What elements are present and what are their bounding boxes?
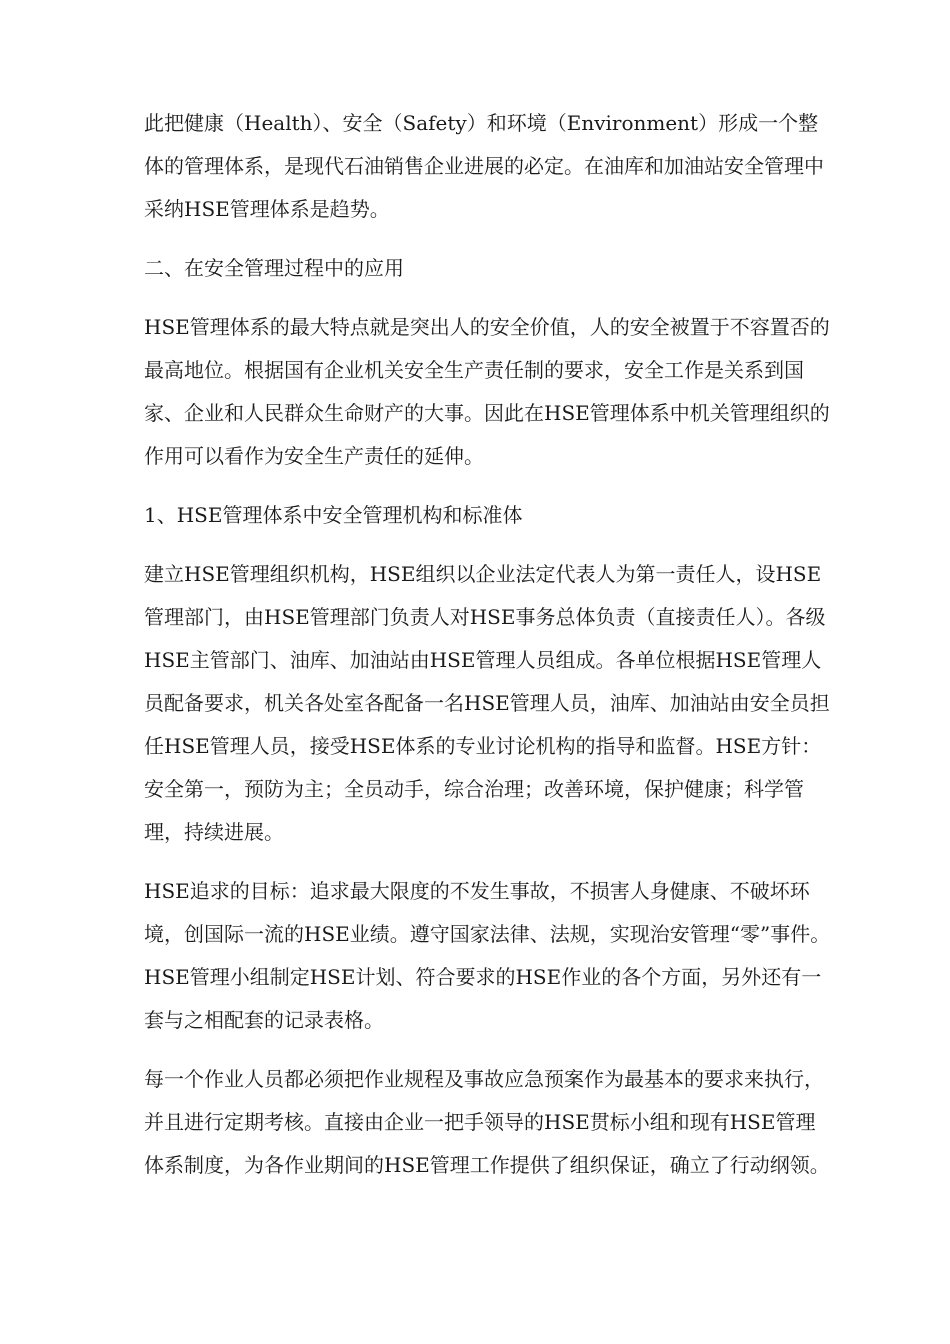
hse-feature-paragraph: HSE管理体系的最大特点就是突出人的安全价值，人的安全被置于不容置否的最高地位。根据国有企业机关安全生产责任制的要求，安全工作是关系到国家、企业和人民群众生命财产的大事。因此在HSE管理体系中机关管理组织的作用可以看作为安全生产责任的延伸。 [144,315,830,468]
execution-paragraph: 每一个作业人员都必须把作业规程及事故应急预案作为最基本的要求来执行，并且进行定期考核。直接由企业一把手领导的HSE贯标小组和现有HSE管理体系制度，为各作业期间的HSE管理工作提供了组织保证，确立了行动纲领。 [144,1067,830,1177]
goals-paragraph: HSE追求的目标：追求最大限度的不发生事故，不损害人身健康、不破坏环境，创国际一流的HSE业绩。遵守国家法律、法规，实现治安管理“零”事件。HSE管理小组制定HSE计划、符合要求的HSE作业的各个方面，另外还有一套与之相配套的记录表格。 [144,879,831,1032]
section-heading: 二、在安全管理过程中的应用 [144,256,404,280]
intro-paragraph: 此把健康（Health）、安全（Safety）和环境（Environment）形成一个整体的管理体系，是现代石油销售企业进展的必定。在油库和加油站安全管理中采纳HSE管理体系是趋势。 [144,111,824,221]
subsection-heading: 1、HSE管理体系中安全管理机构和标准体 [144,503,523,527]
organization-paragraph: 建立HSE管理组织机构，HSE组织以企业法定代表人为第一责任人，设HSE管理部门，由HSE管理部门负责人对HSE事务总体负责（直接责任人）。各级HSE主管部门、油库、加油站由HSE管理人员组成。各单位根据HSE管理人员配备要求，机关各处室各配备一名HSE管理人员，油库、加油站由安全员担任HSE管理人员，接受HSE体系的专业讨论机构的指导和监督。HSE方针：安全第一，预防为主；全员动手，综合治理；改善环境，保护健康；科学管理，持续进展。 [144,562,830,844]
document-page [144,102,834,1203]
